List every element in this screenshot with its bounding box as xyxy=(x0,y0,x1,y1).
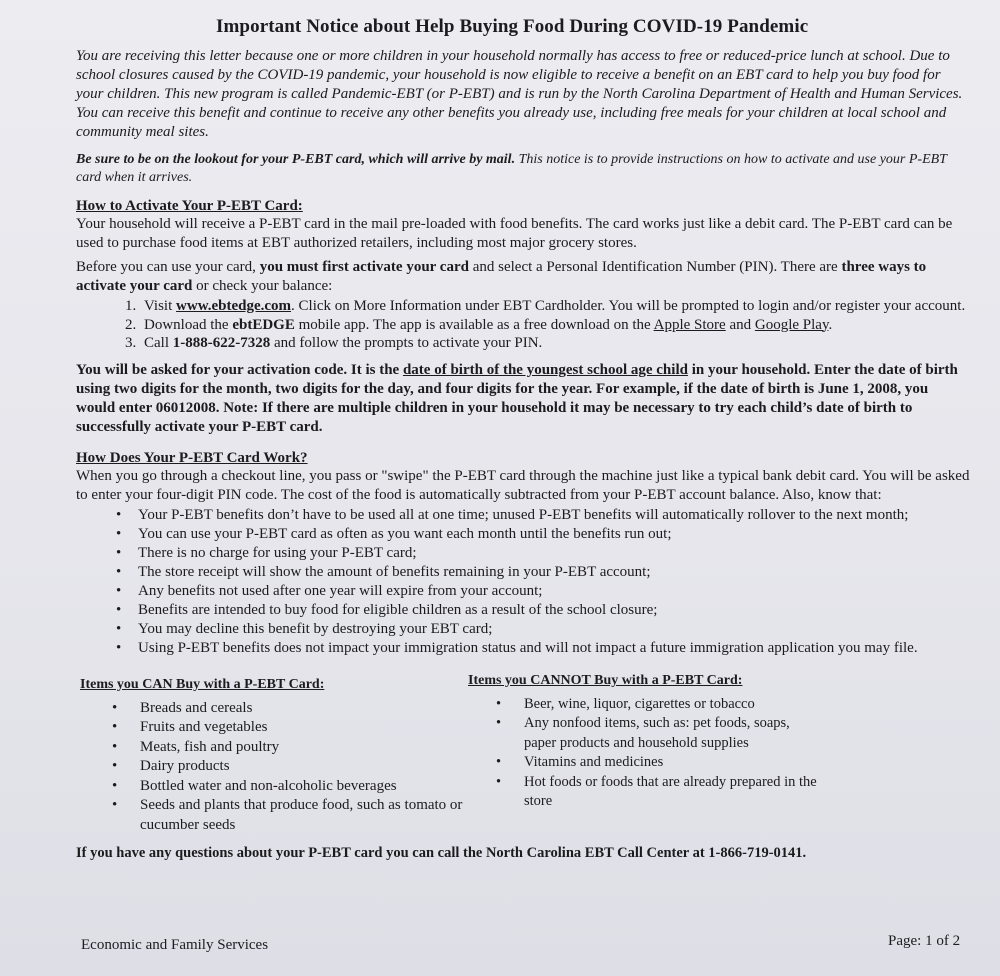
intro-paragraph: You are receiving this letter because one or more children in your household normally has access to free or reduced-price lunch at school. Due to school closures caused by the COVID-19 pandemic, your household is now eligible to receive a benefit on an EBT card to help you buy food for your children. This new program is called Pandemic-EBT (or P-EBT) and is run by the North Carolina Department of Health and Human Services. You can receive this benefit and continue to receive any other benefits you already use, including free meals for your children at local school and community meal sites. xyxy=(76,47,963,140)
list-item: • There is no charge for using your P-EBT card; xyxy=(138,544,970,563)
activation-ways-list xyxy=(76,297,970,353)
list-item: • Your P-EBT benefits don’t have to be used all at one time; unused P-EBT benefits will automatically rollover to the next month; xyxy=(138,506,970,525)
activation-text: You will be asked for your activation code. It is the xyxy=(76,361,403,378)
activate-para2 xyxy=(76,258,970,295)
how-paragraph: When you go through a checkout line, you pass or "swipe" the P-EBT card through the machine just like a typical bank debit card. You will be asked to enter your four-digit PIN code. The cost of the food is automatically subtracted from your P-EBT account balance. Also, know that: xyxy=(76,468,970,503)
way1-rest: . Click on More Information under EBT Cardholder. You will be prompted to login and/or register your account. xyxy=(291,298,966,314)
list-item: • Beer, wine, liquor, cigarettes or tobacco xyxy=(524,695,888,715)
can-buy-list xyxy=(80,699,470,836)
list-item: • Breads and cereals xyxy=(140,699,470,719)
apple-store-link[interactable]: Apple Store xyxy=(653,316,726,333)
list-item: • Vitamins and medicines xyxy=(524,753,888,773)
can-buy-column xyxy=(80,676,470,835)
cannot-buy-heading: Items you CANNOT Buy with a P-EBT Card: xyxy=(468,673,743,688)
way2-rest: mobile app. The app is available as a free download on the xyxy=(294,316,654,333)
how-bullets xyxy=(76,506,970,658)
way1-text: Visit xyxy=(144,298,177,314)
list-item: • Bottled water and non-alcoholic beverages xyxy=(140,777,470,797)
list-item: • Dairy products xyxy=(140,757,470,777)
way2-text: Download the xyxy=(144,316,233,333)
list-item: • Meats, fish and poultry xyxy=(140,738,470,758)
way3-text: Call xyxy=(144,335,173,351)
list-item: • Seeds and plants that produce food, such as tomato or cucumber seeds xyxy=(140,796,470,835)
google-play-link[interactable]: Google Play xyxy=(754,316,829,333)
list-item: • Any benefits not used after one year will expire from your account; xyxy=(138,582,970,601)
list-item: • Any nonfood items, such as: pet foods, soaps, paper products and household supplies xyxy=(524,714,814,753)
how-heading: How Does Your P-EBT Card Work? xyxy=(76,449,308,466)
questions-line: If you have any questions about your P-EBT card you can call the North Carolina EBT Call Center at 1-866-719-0141. xyxy=(76,845,807,861)
lookout-paragraph xyxy=(76,151,970,187)
list-item: • The store receipt will show the amount of benefits remaining in your P-EBT account; xyxy=(138,563,970,582)
way-app xyxy=(140,316,970,335)
page-title: Important Notice about Help Buying Food During COVID-19 Pandemic xyxy=(216,16,809,37)
activate-section xyxy=(76,197,970,353)
lookout-rest: This notice is to provide instructions on how to activate and use your P-EBT card when it arrives. xyxy=(76,151,947,185)
can-buy-heading: Items you CAN Buy with a P-EBT Card: xyxy=(80,677,325,692)
way3-rest: and follow the prompts to activate your PIN. xyxy=(270,335,543,351)
list-item: • Fruits and vegetables xyxy=(140,718,470,738)
activate-para1: Your household will receive a P-EBT card in the mail pre-loaded with food benefits. The card works just like a debit card. The P-EBT card can be used to purchase food items at EBT authorized retailers, including most major grocery stores. xyxy=(76,216,953,251)
ebtedge-link[interactable]: www.ebtedge.com xyxy=(176,298,292,314)
list-item: • You can use your P-EBT card as often as you want each month until the benefits run out; xyxy=(138,525,970,544)
list-item: • Benefits are intended to buy food for eligible children as a result of the school closure; xyxy=(138,601,970,620)
way-website xyxy=(140,297,970,316)
cannot-buy-list xyxy=(468,695,888,812)
footer-org: Economic and Family Services xyxy=(81,937,269,953)
footer-page-number: Page: 1 of 2 xyxy=(888,933,961,949)
way2-app-name: ebtEDGE xyxy=(232,316,295,333)
lookout-bold: Be sure to be on the lookout for your P-EBT card, which will arrive by mail. xyxy=(76,151,516,167)
activation-rest: in your household. Enter the date of birth using two digits for the month, two digits for the day, and four digits for the year. For example, if the date of birth is June 1, 2008, you would enter 06012008. Note: If there are multiple children in your household it may be necessary to try each child’s date of birth to successfully activate your P-EBT card. xyxy=(76,361,958,435)
activation-code-paragraph xyxy=(76,361,970,437)
activation-phone: 1-888-622-7328 xyxy=(172,335,271,351)
way-phone xyxy=(140,334,970,353)
cannot-buy-column xyxy=(468,672,888,812)
para2-bold2: three ways to activate your card xyxy=(76,259,927,294)
para2-text: Before you can use your card, xyxy=(76,259,260,275)
activate-heading: How to Activate Your P-EBT Card: xyxy=(76,197,303,214)
para2-bold1: you must first activate your card xyxy=(259,259,469,275)
list-item: • Hot foods or foods that are already prepared in the store xyxy=(524,773,844,812)
para2-text3: or check your balance: xyxy=(192,277,333,294)
how-section xyxy=(76,449,970,659)
list-item: • Using P-EBT benefits does not impact your immigration status and will not impact a future immigration application you may file. xyxy=(138,639,970,658)
activation-underlined: date of birth of the youngest school age child xyxy=(402,361,688,378)
way2-end: . xyxy=(828,316,833,333)
items-columns xyxy=(76,673,970,836)
way2-and: and xyxy=(725,316,755,333)
para2-text2: and select a Personal Identification Number (PIN). There are xyxy=(468,259,842,275)
list-item: • You may decline this benefit by destroying your EBT card; xyxy=(138,620,970,639)
